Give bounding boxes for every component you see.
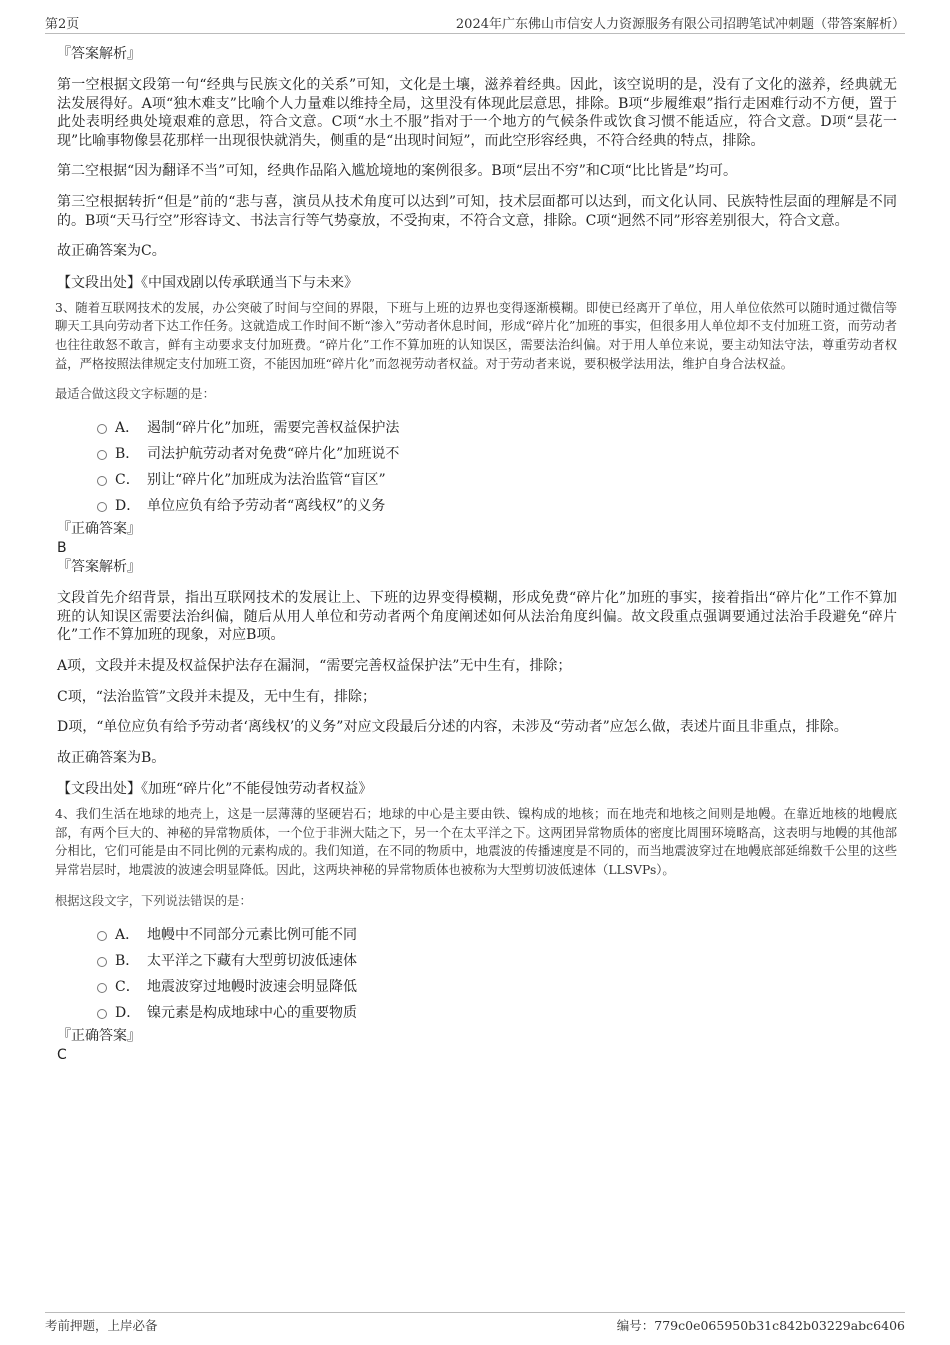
option-a[interactable]: A． 地幔中不同部分元素比例可能不同 [57,922,897,948]
analysis-label: 『答案解析』 [57,559,141,576]
question-3-options [57,415,897,519]
correct-answer-value: B [57,540,67,557]
analysis-paragraph: C项，“法治监管”文段并未提及，无中生有，排除； [57,688,377,705]
radio-button[interactable] [97,450,107,460]
source-citation: 【文段出处】《加班“碎片化”不能侵蚀劳动者权益》 [57,781,373,798]
correct-answer-value: C [57,1046,67,1063]
analysis-conclusion: 故正确答案为B。 [57,749,166,766]
question-3-prompt: 最适合做这段文字标题的是： [55,387,215,402]
page-header [45,13,905,34]
option-d[interactable]: D． 镍元素是构成地球中心的重要物质 [57,1000,897,1026]
analysis-paragraph: 第二空根据“因为翻译不当”可知，经典作品陷入尴尬境地的案例很多。B项“层出不穷”和C项“比比皆是”均可。 [57,163,737,180]
question-4-options [57,922,897,1026]
document-id: 编号：779c0e065950b31c842b03229abc6406 [616,1318,905,1333]
document-title: 2024年广东佛山市信安人力资源服务有限公司招聘笔试冲刺题（带答案解析） [455,17,905,32]
option-b[interactable]: B． 太平洋之下藏有大型剪切波低速体 [57,948,897,974]
correct-answer-label: 『正确答案』 [57,521,141,538]
footer-slogan: 考前押题，上岸必备 [45,1318,158,1333]
option-c[interactable]: C． 别让“碎片化”加班成为法治监管“盲区” [57,467,897,493]
main-content [57,44,897,1064]
analysis-conclusion: 故正确答案为C。 [57,243,166,260]
analysis-paragraph: 文段首先介绍背景，指出互联网技术的发展让上、下班的边界变得模糊，形成免费“碎片化”加班的事实，接着指出“碎片化”工作不算加班的认知误区需要法治纠偏，随后从用人单位和劳动者两个角度阐述如何从法治角度纠偏。故文段重点强调要通过法治手段避免“碎片化”工作不算加班的现象，对应B项。 [57,590,897,644]
page-footer [45,1312,905,1333]
radio-button[interactable] [97,1009,107,1019]
analysis-label: 『答案解析』 [57,46,141,62]
page-number: 第2页 [45,17,80,32]
radio-button[interactable] [97,476,107,486]
radio-button[interactable] [97,983,107,993]
option-c[interactable]: C． 地震波穿过地幔时波速会明显降低 [57,974,897,1000]
option-a[interactable]: A． 遏制“碎片化”加班，需要完善权益保护法 [57,415,897,441]
radio-button[interactable] [97,931,107,941]
analysis-paragraph: A项，文段并未提及权益保护法存在漏洞，“需要完善权益保护法”无中生有，排除； [57,657,572,674]
radio-button[interactable] [97,424,107,434]
question-3-text: 3、随着互联网技术的发展，办公突破了时间与空间的界限，下班与上班的边界也变得逐渐模糊。即使已经离开了单位，用人单位依然可以随时通过微信等聊天工具向劳动者下达工作任务。这就造成工作时间不断“渗入”劳动者休息时间，形成“碎片化”加班的事实，但很多用人单位却不支付加班工资，而劳动者也往往敢怒不敢言，鲜有主动要求支付加班费。“碎片化”工作不算加班的认知误区，需要法治纠偏。对于用人单位来说，要主动知法守法，尊重劳动者权益，严格按照法律规定支付加班工资，不能因加班“碎片化”而忽视劳动者权益。对于劳动者来说，要积极学法用法，维护自身合法权益。 [55,300,897,371]
option-b[interactable]: B． 司法护航劳动者对免费“碎片化”加班说不 [57,441,897,467]
analysis-paragraph: 第三空根据转折“但是”前的“悲与喜，演员从技术角度可以达到”可知，技术层面都可以达到，而文化认同、民族特性层面的理解是不同的。B项“天马行空”形容诗文、书法言行等气势豪放，不受拘束，不符合文意，排除。C项“迥然不同”形容差别很大，符合文意。 [57,193,897,229]
question-4-text: 4、我们生活在地球的地壳上，这是一层薄薄的坚硬岩石；地球的中心是主要由铁、镍构成的地核；而在地壳和地核之间则是地幔。在靠近地核的地幔底部，有两个巨大的、神秘的异常物质体，一个位于非洲大陆之下，另一个在太平洋之下。这两团异常物质体的密度比周围环境略高，这表明与地幔的其他部分相比，它们可能是由不同比例的元素构成的。我们知道，在不同的物质中，地震波的传播速度是不同的，而当地震波穿过在地幔底部延绵数千公里的这些异常岩层时，地震波的波速会明显降低。因此，这两块神秘的异常物质体也被称为大型剪切波低速体（LLSVPs）。 [55,807,897,878]
source-citation: 【文段出处】《中国戏剧以传承联通当下与未来》 [57,274,358,291]
option-d[interactable]: D． 单位应负有给予劳动者“离线权”的义务 [57,493,897,519]
analysis-paragraph: 第一空根据文段第一句“经典与民族文化的关系”可知，文化是土壤，滋养着经典。因此，该空说明的是，没有了文化的滋养，经典就无法发展得好。A项“独木难支”比喻个人力量难以维持全局，这里没有体现此层意思，排除。B项“步履维艰”指行走困难行动不方便，置于此处表明经典处境艰难的意思，符合文意。C项“水土不服”指对于一个地方的气候条件或饮食习惯不能适应，符合文意。D项“昙花一现”比喻事物像昙花那样一出现很快就消失，侧重的是“出现时间短”，而此空形容经典，不符合经典的特点，排除。 [57,77,897,149]
correct-answer-label: 『正确答案』 [57,1027,141,1044]
radio-button[interactable] [97,957,107,967]
radio-button[interactable] [97,502,107,512]
question-4-prompt: 根据这段文字，下列说法错误的是： [55,893,252,908]
analysis-paragraph: D项，“单位应负有给予劳动者‘离线权’的义务”对应文段最后分述的内容，未涉及“劳动者”应怎么做，表述片面且非重点，排除。 [57,719,848,736]
